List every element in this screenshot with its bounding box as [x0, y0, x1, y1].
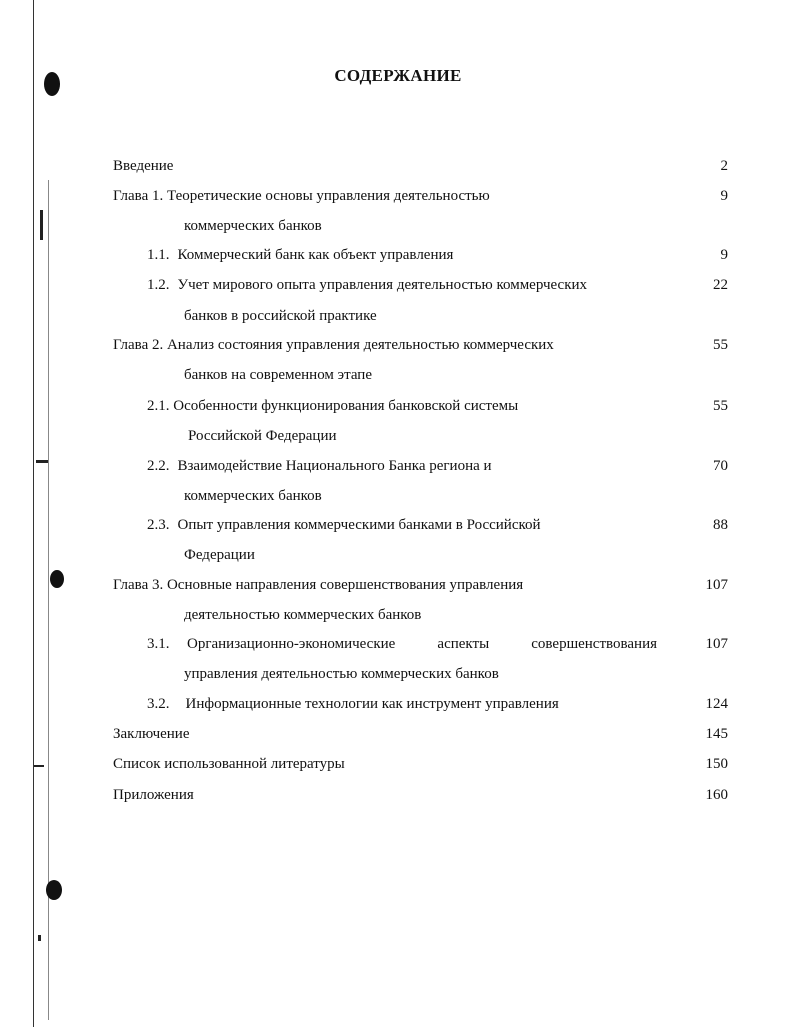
toc-entry-text	[147, 695, 559, 713]
scan-artifact	[34, 765, 44, 767]
toc-page-number: 150	[705, 756, 728, 772]
toc-entry-text: Глава 1. Теоретические основы управления деятельностью	[113, 188, 490, 204]
scan-artifact	[40, 210, 43, 240]
toc-section-number: 2.2.	[147, 458, 170, 474]
toc-page-number: 2	[720, 158, 728, 174]
toc-page-number: 124	[705, 696, 728, 712]
toc-page-number: 9	[720, 247, 728, 263]
toc-section-title: Опыт управления коммерческими банками в Российской	[177, 517, 541, 533]
toc-page-number: 22	[713, 277, 728, 293]
toc-entry-text	[147, 457, 492, 475]
toc-entry-text: Приложения	[113, 787, 194, 803]
toc-entry-continuation: Федерации	[184, 547, 255, 563]
toc-entry-continuation: управления деятельностью коммерческих банков	[184, 666, 499, 682]
toc-entry-continuation: деятельностью коммерческих банков	[184, 607, 422, 623]
toc-entry-text	[147, 635, 178, 653]
toc-entry-text: Список использованной литературы	[113, 756, 345, 772]
toc-section-title: Коммерческий банк как объект управления	[177, 247, 454, 263]
toc-page-number: 55	[713, 337, 728, 353]
toc-entry-continuation: Российской Федерации	[188, 428, 337, 444]
punch-hole-mark	[46, 880, 62, 900]
toc-page-number: 145	[705, 726, 728, 742]
toc-entry-text: Глава 3. Основные направления совершенствования управления	[113, 577, 524, 593]
toc-entry-continuation: банков на современном этапе	[184, 367, 372, 383]
toc-section-title: Учет мирового опыта управления деятельностью коммерческих	[177, 277, 588, 293]
toc-entry-continuation: коммерческих банков	[184, 488, 322, 504]
scan-artifact	[36, 460, 48, 463]
toc-section-title: Взаимодействие Национального Банка региона и	[177, 458, 492, 474]
toc-entry-text	[147, 276, 587, 294]
toc-entry-continuation: банков в российской практике	[184, 308, 377, 324]
toc-section-number: 2.3.	[147, 517, 170, 533]
toc-section-number: 2.1.	[147, 398, 170, 414]
toc-page-number: 70	[713, 458, 728, 474]
toc-page-number: 55	[713, 398, 728, 414]
toc-page-number: 107	[705, 577, 728, 593]
toc-page-number: 160	[705, 787, 728, 803]
toc-entry-text	[147, 397, 518, 415]
toc-section-number: 3.2.	[147, 696, 170, 712]
toc-section-number: 3.1.	[147, 636, 170, 652]
toc-page-number: 107	[705, 636, 728, 652]
toc-entry-continuation: коммерческих банков	[184, 218, 322, 234]
toc-page-number: 9	[720, 188, 728, 204]
toc-section-number: 1.1.	[147, 247, 170, 263]
toc-entry-text	[147, 516, 541, 534]
toc-page-number: 88	[713, 517, 728, 533]
toc-entry-text: Глава 2. Анализ состояния управления деятельностью коммерческих	[113, 337, 554, 353]
toc-entry-text: Введение	[113, 158, 174, 174]
toc-entry-text	[147, 246, 453, 264]
toc-entry-text: Заключение	[113, 726, 190, 742]
toc-section-number: 1.2.	[147, 277, 170, 293]
toc-section-title: Особенности функционирования банковской системы	[173, 398, 519, 414]
punch-hole-mark	[50, 570, 64, 588]
toc-section-title: Информационные технологии как инструмент управления	[185, 696, 559, 712]
page-title: СОДЕРЖАНИЕ	[334, 66, 462, 85]
scan-artifact	[38, 935, 41, 941]
toc-section-title: Организационно-экономические аспекты совершенствования	[187, 636, 657, 652]
scan-binding-line	[33, 0, 34, 1027]
